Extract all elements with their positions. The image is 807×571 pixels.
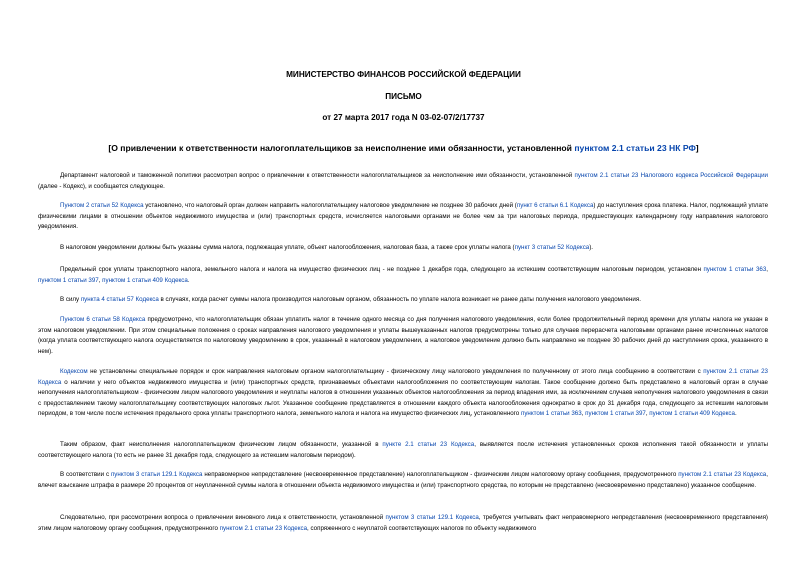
paragraph-7 [38,367,768,420]
title-text-end: ] [695,143,699,153]
text: предусмотрено, что налогоплательщик обязан уплатить налог в течение одного месяца со дня получения налогового уведомления, если более продолжительный период времени для уплаты налога не указан в этом налоговом уведомлении. При этом специальные положения о сроках направления налогового уведомления и уплаты вышеуказанных налогов предусмотрены только для случаев перерасчета налоговыми органами ранее исчисленных налогов (когда уплата соответствующего налога осуществляется по налоговому уведомлению в срок, указанный в налоговом уведомлении, а налоговое уведомление должно быть направлено не позднее 30 рабочих дней до наступления срока, указанного в нем). [38,316,769,355]
text: В силу [60,296,81,303]
paragraph-10 [38,513,768,534]
text: о наличии у него объектов недвижимого имущества и (или) транспортных средств, признаваемых объектами налогообложения по соответствующим налогам. Такое сообщение должно быть представлено в налоговый орган в случае неполучения налогоплательщиком - физическим лицом налогового уведомления и неуплаты налогов в отношении указанных объектов налогообложения за период владения ими, за исключением случаев неполучения налогового уведомления в связи с предоставлением такому налогоплательщику соответствующих налоговых льгот. Указанное сообщение представляется в отношении каждого объекта налогообложения однократно в срок до 31 декабря года, следующего за истекшим налоговым периодом, в том числе после истечения предельного срока уплаты транспортного налога, земельного налога и налога на имущество физических лиц, установленного [38,378,768,417]
text: , влечет взыскание штрафа в размере 20 процентов от неуплаченной суммы налога в отношении объекта недвижимого имущества и (или) транспортного средства, по которым не представлено (несвоевременно представлено) указанное сообщение. [38,471,768,489]
link[interactable]: Пунктом 2 статьи 52 Кодекса [60,202,144,209]
link[interactable]: пунктом 1 статьи 409 Кодекса [649,410,735,417]
text: (далее - Кодекс), и сообщается следующее. [38,182,165,190]
text: Предельный срок уплаты транспортного налога, земельного налога и налога на имущество физических лиц - не позднее 1 декабря года, следующего за истекшим соответствующим налоговым периодом, установлен [60,266,704,273]
paragraph-3 [38,243,768,254]
text: В налоговом уведомлении должны быть указаны сумма налога, подлежащая уплате, объект налогообложения, налоговая база, а также срок уплаты налога ( [60,244,515,251]
text: . [187,276,190,284]
ministry-heading: МИНИСТЕРСТВО ФИНАНСОВ РОССИЙСКОЙ ФЕДЕРАЦИИ [286,70,521,79]
link[interactable]: пунктом 1 статьи 397 [585,410,646,417]
link[interactable]: пункт 6 статьи 6.1 Кодекса [516,202,594,209]
text: Департамент налоговой и таможенной политики рассмотрел вопрос о привлечении к ответственности налогоплательщиков за неисполнение ими обязанности, установленной [60,172,575,179]
link[interactable]: Пунктом 6 статьи 58 Кодекса [60,316,146,323]
link[interactable]: пунктом 3 статьи 129.1 Кодекса [385,514,479,521]
document-title [0,143,807,153]
paragraph-5 [38,295,768,306]
link[interactable]: пункта 4 статьи 57 Кодекса [80,296,159,303]
paragraph-2 [38,201,768,233]
text: , [581,410,586,417]
link[interactable]: пунктом 1 статьи 363 [520,410,582,417]
title-link[interactable]: пунктом 2.1 статьи 23 НК РФ [574,143,696,153]
text: Таким образом, факт неисполнения налогоплательщиком физическим лицом обязанности, указанной в [60,441,383,448]
text: не установлены специальные порядок и срок направления налоговым органом налогоплательщику - физическому лицу налогового уведомления по полученному от этого лица сообщению в соответствии с [87,368,704,375]
text: неправомерное непредставление (несвоевременное представление) налогоплательщиком - физическим лицом налоговому органу сообщения, предусмотренного [202,471,679,478]
link[interactable]: пунктом 2.1 статьи 23 Кодекса [38,368,768,386]
text: , выявляется после истечения установленных сроков исполнения такой обязанности и уплаты соответствующего налога (то есть не ранее 31 декабря года, следующего за истекшим налоговым периодом). [38,441,768,459]
paragraph-6 [38,315,768,357]
paragraph-8 [38,440,768,461]
link[interactable]: пунктом 1 статьи 409 Кодекса [102,276,188,284]
text: , [98,276,103,284]
text: В соответствии с [60,471,111,478]
document-date-number: от 27 марта 2017 года N 03-02-07/2/17737 [322,113,485,122]
link[interactable]: пунктом 2.1 статьи 23 Кодекса [678,471,767,478]
text: установлено, что налоговый орган должен направить налогоплательщику налоговое уведомление не позднее 30 рабочих дней ( [143,202,517,209]
link[interactable]: пунктом 3 статьи 129.1 Кодекса [110,471,203,478]
document-type: ПИСЬМО [385,92,422,101]
text: , сопряженного с неуплатой соответствующих налогов по объекту недвижимого [307,524,537,532]
link[interactable]: пунктом 2.1 статьи 23 Налогового кодекса Российской Федерации [574,172,769,179]
text: в случаях, когда расчет суммы налога производится налоговым органом, обязанность по уплате налога возникает не ранее даты получения налогового уведомления. [158,296,641,303]
paragraph-1 [38,171,768,192]
text: , [645,410,650,417]
link[interactable]: Кодексом [60,368,88,375]
text: ) до наступления срока платежа. Налог, подлежащий уплате физическими лицами в отношении объектов недвижимого имущества и (или) транспортных средств, исчисляется налоговыми органами не более чем за три налоговых периода, предшествующих календарному году направления налогового уведомления. [38,202,769,230]
link[interactable]: пункт 3 статьи 52 Кодекса [514,244,590,251]
text: . [734,410,737,417]
paragraph-9 [38,470,768,491]
link[interactable]: пунктом 2.1 статьи 23 Кодекса [219,524,308,532]
text: , требуется учитывать факт неправомерного непредставления (несвоевременного представления) этим лицом налоговому органу сообщения, предусмотренного [38,514,768,532]
paragraph-4 [38,265,768,286]
link[interactable]: пунктом 1 статьи 363 [703,266,767,273]
link[interactable]: пункте 2.1 статьи 23 Кодекса [382,441,475,448]
text: ). [589,244,594,251]
text: Следовательно, при рассмотрении вопроса о привлечении виновного лица к ответственности, установленной [60,514,386,521]
link[interactable]: пунктом 1 статьи 397 [38,276,99,284]
title-text: [О привлечении к ответственности налогоплательщиков за неисполнение ими обязанности, установленной [108,143,575,153]
text: , [766,266,768,273]
